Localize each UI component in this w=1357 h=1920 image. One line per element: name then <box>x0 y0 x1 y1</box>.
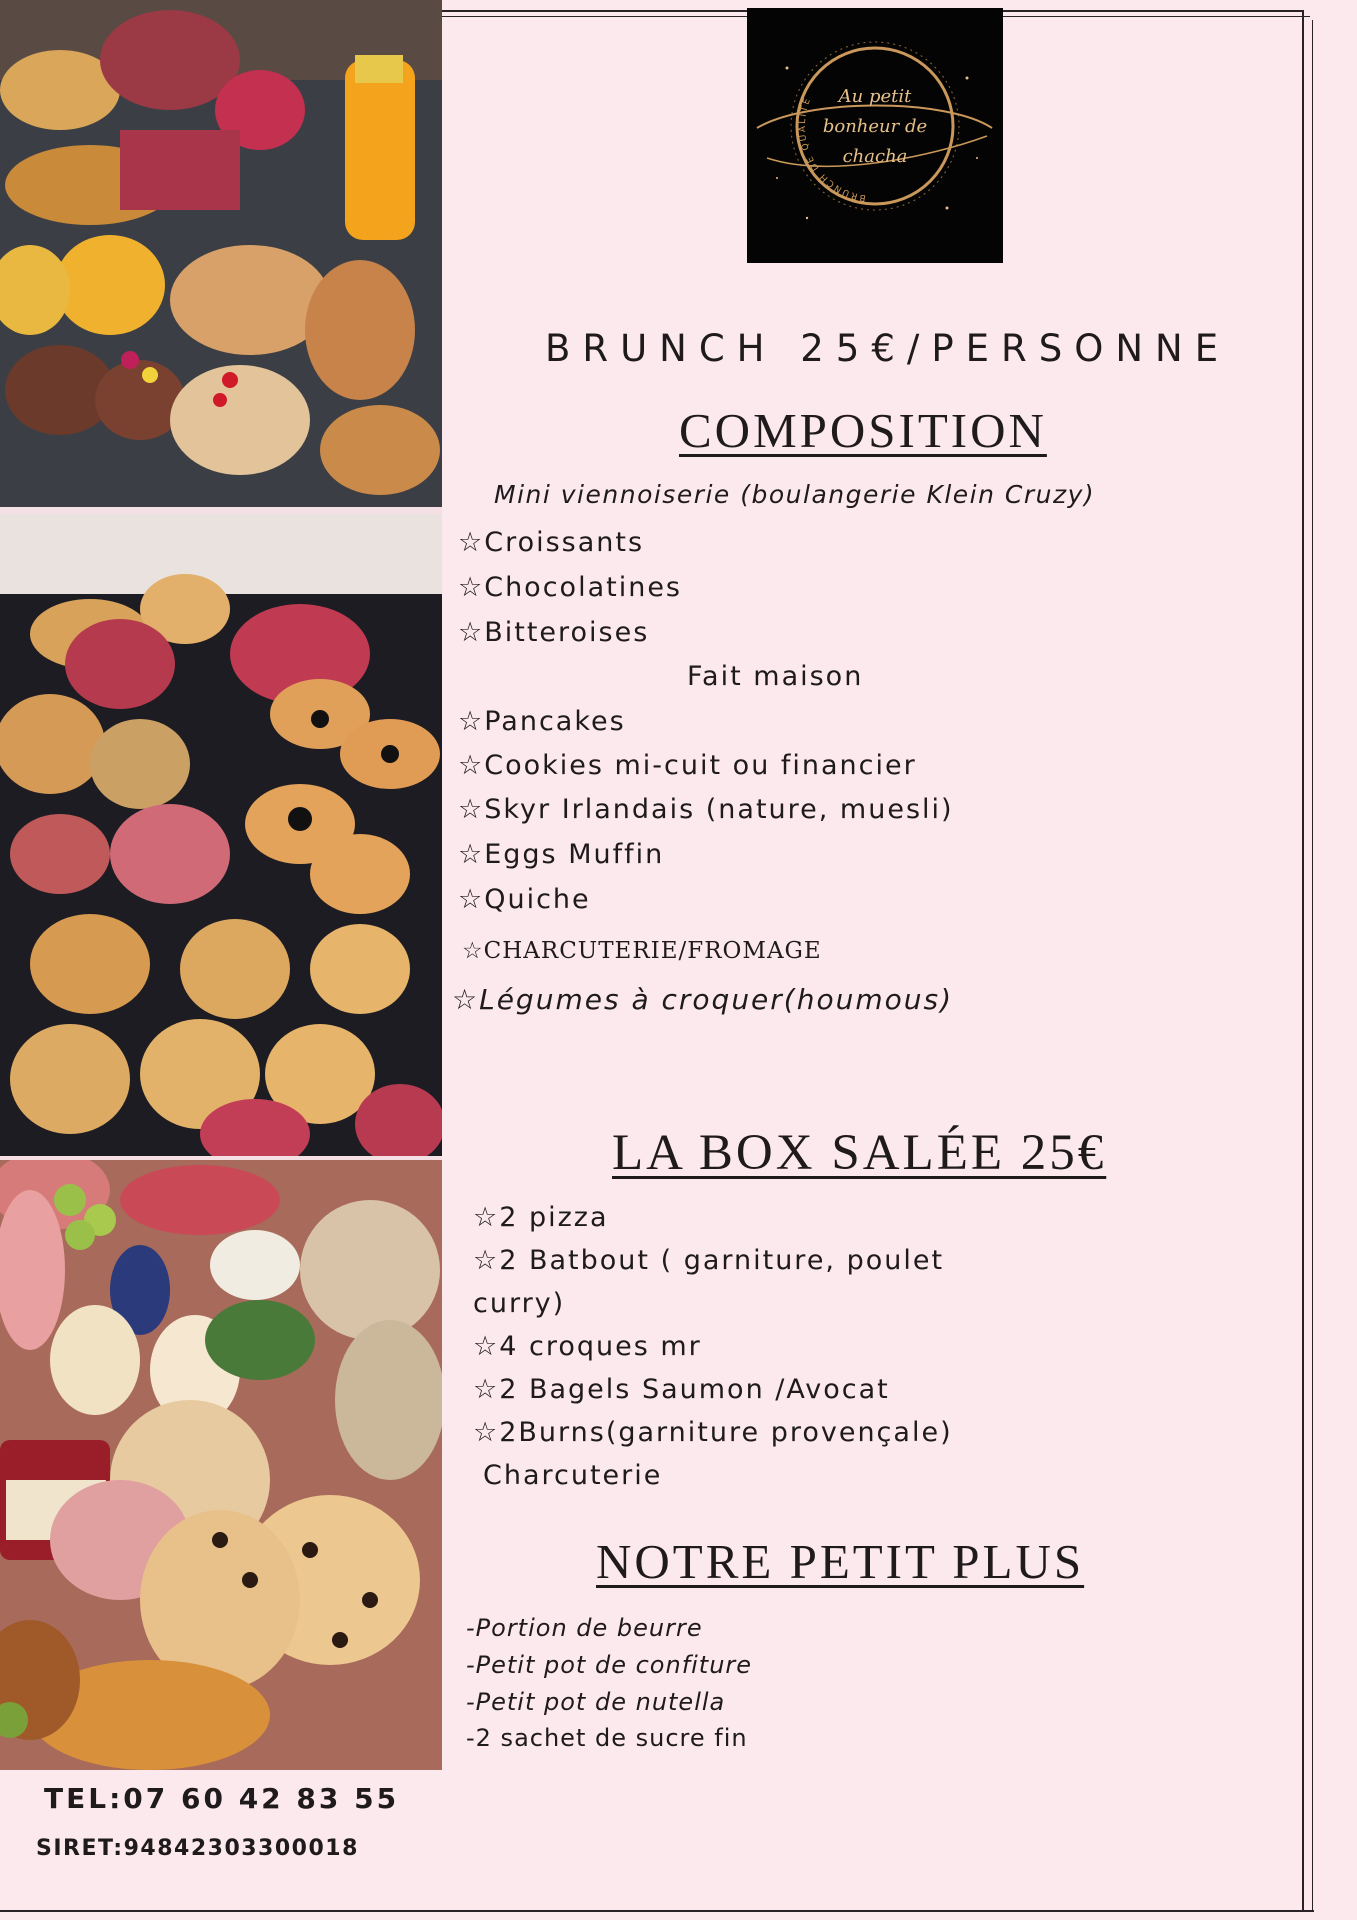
star-icon: ☆ <box>473 1417 500 1448</box>
photo-column <box>0 0 442 1770</box>
logo-line-1: Au petit <box>838 86 912 107</box>
star-icon: ☆ <box>458 839 485 870</box>
list-item: ☆2 Bagels Saumon /Avocat <box>473 1374 890 1405</box>
star-icon: ☆ <box>452 983 480 1016</box>
star-icon: ☆ <box>458 527 485 558</box>
extras-heading: NOTRE PETIT PLUS <box>596 1534 1085 1589</box>
composition-subtitle: Mini viennoiserie (boulangerie Klein Cruzy) <box>494 480 1096 509</box>
frame-line-bottom <box>0 1910 1314 1912</box>
star-icon: ☆ <box>458 706 485 737</box>
star-icon: ☆ <box>462 938 484 964</box>
list-item: -Portion de beurre <box>466 1614 703 1642</box>
logo-ring-text: BRUNCH DE QUALITÉ <box>797 95 867 203</box>
list-item: ☆Cookies mi-cuit ou financier <box>458 750 917 781</box>
frame-line-right-outer <box>1312 20 1313 1910</box>
star-icon: ☆ <box>473 1374 500 1405</box>
star-icon: ☆ <box>473 1202 500 1233</box>
logo-line-3: chacha <box>842 146 908 167</box>
star-icon: ☆ <box>458 617 485 648</box>
star-icon: ☆ <box>473 1331 500 1362</box>
star-icon: ☆ <box>458 572 485 603</box>
list-item: ☆Eggs Muffin <box>458 839 665 870</box>
list-item: ☆Pancakes <box>458 706 626 737</box>
phone-number: TEL:07 60 42 83 55 <box>44 1782 400 1815</box>
star-icon: ☆ <box>458 750 485 781</box>
box-heading: LA BOX SALÉE 25€ <box>612 1125 1107 1181</box>
list-item: ☆4 croques mr <box>473 1331 702 1362</box>
composition-heading: COMPOSITION <box>679 403 1047 458</box>
brunch-platter-photo <box>0 0 442 507</box>
breakfast-box-photo <box>0 1160 442 1770</box>
frame-line-right <box>1302 10 1304 1910</box>
siret-number: SIRET:94842303300018 <box>36 1836 359 1861</box>
star-icon: ☆ <box>473 1245 500 1276</box>
list-item: curry) <box>473 1288 566 1319</box>
list-item: Charcuterie <box>483 1460 663 1491</box>
savory-bites-photo <box>0 514 442 1156</box>
logo-line-2: bonheur de <box>822 116 928 137</box>
list-item: ☆2 Batbout ( garniture, poulet <box>473 1245 945 1276</box>
list-item: ☆2 pizza <box>473 1202 609 1233</box>
list-item: ☆Chocolatines <box>458 572 682 603</box>
list-item: -Petit pot de nutella <box>466 1688 726 1716</box>
list-item: ☆Croissants <box>458 527 645 558</box>
list-item: ☆CHARCUTERIE/FROMAGE <box>462 938 822 964</box>
homemade-label: Fait maison <box>687 661 864 692</box>
list-item: ☆2Burns(garniture provençale) <box>473 1417 953 1448</box>
brand-logo <box>747 8 1003 263</box>
list-item: ☆Skyr Irlandais (nature, muesli) <box>458 794 954 825</box>
list-item: ☆Quiche <box>458 884 591 915</box>
page-title: BRUNCH 25€/PERSONNE <box>545 327 1231 370</box>
list-item: -Petit pot de confiture <box>466 1651 753 1679</box>
star-icon: ☆ <box>458 794 485 825</box>
star-icon: ☆ <box>458 884 485 915</box>
list-item: ☆Légumes à croquer(houmous) <box>452 983 954 1016</box>
list-item: ☆Bitteroises <box>458 617 650 648</box>
list-item: -2 sachet de sucre fin <box>466 1724 748 1752</box>
